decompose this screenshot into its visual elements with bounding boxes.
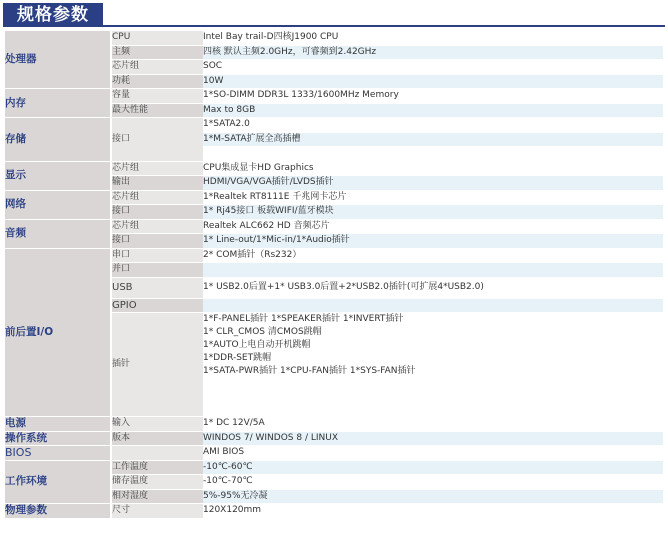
pins-line: 1*DDR-SET跳帽 <box>203 353 272 363</box>
category-physical: 物理参数 <box>5 504 111 519</box>
table-row <box>5 460 663 475</box>
row-value: 5%-95%无冷凝 <box>203 489 663 504</box>
row-value: 1* DC 12V/5A <box>203 417 663 432</box>
row-value: 四核 默认主频2.0GHz，可睿频到2.42GHz <box>203 45 663 60</box>
title-underline <box>3 25 665 27</box>
pins-line: 1* CLR_CMOS 清CMOS跳帽 <box>203 327 322 337</box>
row-value: 1* Line-out/1*Mic-in/1*Audio插针 <box>203 234 663 249</box>
row-label: 接口 <box>111 118 203 162</box>
row-value: -10℃-60℃ <box>203 460 663 475</box>
row-value: Realtek ALC662 HD 音频芯片 <box>203 219 663 234</box>
row-value <box>203 263 663 278</box>
pins-line: 1*AUTO上电自动开机跳帽 <box>203 340 311 350</box>
row-label: 输出 <box>111 176 203 191</box>
row-label: 相对湿度 <box>111 489 203 504</box>
category-os: 操作系统 <box>5 431 111 446</box>
row-label: 芯片组 <box>111 60 203 75</box>
row-label: 接口 <box>111 234 203 249</box>
row-label: 版本 <box>111 431 203 446</box>
row-label: 工作温度 <box>111 460 203 475</box>
row-label: 芯片组 <box>111 190 203 205</box>
row-label: 功耗 <box>111 74 203 89</box>
page-title: 规格参数 <box>3 3 103 27</box>
category-memory: 内存 <box>5 89 111 118</box>
category-storage: 存储 <box>5 118 111 162</box>
table-row <box>5 504 663 519</box>
table-row <box>5 446 663 461</box>
category-power: 电源 <box>5 417 111 432</box>
table-row <box>5 417 663 432</box>
row-value: -10℃-70℃ <box>203 475 663 490</box>
row-value: Max to 8GB <box>203 103 663 118</box>
row-value: 10W <box>203 74 663 89</box>
category-display: 显示 <box>5 161 111 190</box>
row-label: CPU <box>111 31 203 45</box>
row-value: 120X120mm <box>203 504 663 519</box>
row-label: USB <box>111 277 203 298</box>
row-label: 并口 <box>111 263 203 278</box>
category-environment: 工作环境 <box>5 460 111 504</box>
row-label: GPIO <box>111 298 203 313</box>
row-value: 1*SO-DIMM DDR3L 1333/1600MHz Memory <box>203 89 663 104</box>
row-label: 接口 <box>111 205 203 220</box>
pins-values <box>203 313 663 417</box>
row-value: 1* USB2.0后置+1* USB3.0后置+2*USB2.0插针(可扩展4*USB2.0) <box>203 277 663 298</box>
header <box>0 0 668 28</box>
row-label: 芯片组 <box>111 219 203 234</box>
row-value-empty <box>203 147 663 162</box>
row-value: SOC <box>203 60 663 75</box>
row-label <box>111 446 203 461</box>
row-label: 串口 <box>111 248 203 263</box>
row-value: Intel Bay trail-D四核J1900 CPU <box>203 31 663 45</box>
row-label: 最大性能 <box>111 103 203 118</box>
row-value: AMI BIOS <box>203 446 663 461</box>
table-row <box>5 248 663 263</box>
row-value: CPU集成显卡HD Graphics <box>203 161 663 176</box>
row-value: 2* COM插针（Rs232） <box>203 248 663 263</box>
row-label: 输入 <box>111 417 203 432</box>
row-label: 容量 <box>111 89 203 104</box>
row-value: 1*Realtek RT8111E 千兆网卡芯片 <box>203 190 663 205</box>
category-network: 网络 <box>5 190 111 219</box>
table-row <box>5 31 663 45</box>
pins-line: 1*SATA-PWR插针 1*CPU-FAN插针 1*SYS-FAN插针 <box>203 366 416 376</box>
spec-table <box>5 31 663 519</box>
table-row <box>5 190 663 205</box>
row-label: 插针 <box>111 313 203 417</box>
row-label: 尺寸 <box>111 504 203 519</box>
category-io: 前后置I/O <box>5 248 111 417</box>
row-value: WINDOS 7/ WINDOS 8 / LINUX <box>203 431 663 446</box>
category-audio: 音频 <box>5 219 111 248</box>
category-bios: BIOS <box>5 446 111 461</box>
row-value: HDMI/VGA/VGA插针/LVDS插针 <box>203 176 663 191</box>
row-value: 1*M-SATA扩展全高插槽 <box>203 132 663 147</box>
table-row <box>5 431 663 446</box>
row-label: 主频 <box>111 45 203 60</box>
row-label: 芯片组 <box>111 161 203 176</box>
pins-line: 1*F-PANEL插针 1*SPEAKER插针 1*INVERT插针 <box>203 314 404 324</box>
table-row <box>5 89 663 104</box>
row-value: 1*SATA2.0 <box>203 118 663 133</box>
row-value: 1* Rj45接口 板载WIFI/蓝牙模块 <box>203 205 663 220</box>
table-row <box>5 118 663 133</box>
row-value <box>203 298 663 313</box>
table-row <box>5 161 663 176</box>
table-row <box>5 219 663 234</box>
row-label: 储存温度 <box>111 475 203 490</box>
category-cpu: 处理器 <box>5 31 111 89</box>
